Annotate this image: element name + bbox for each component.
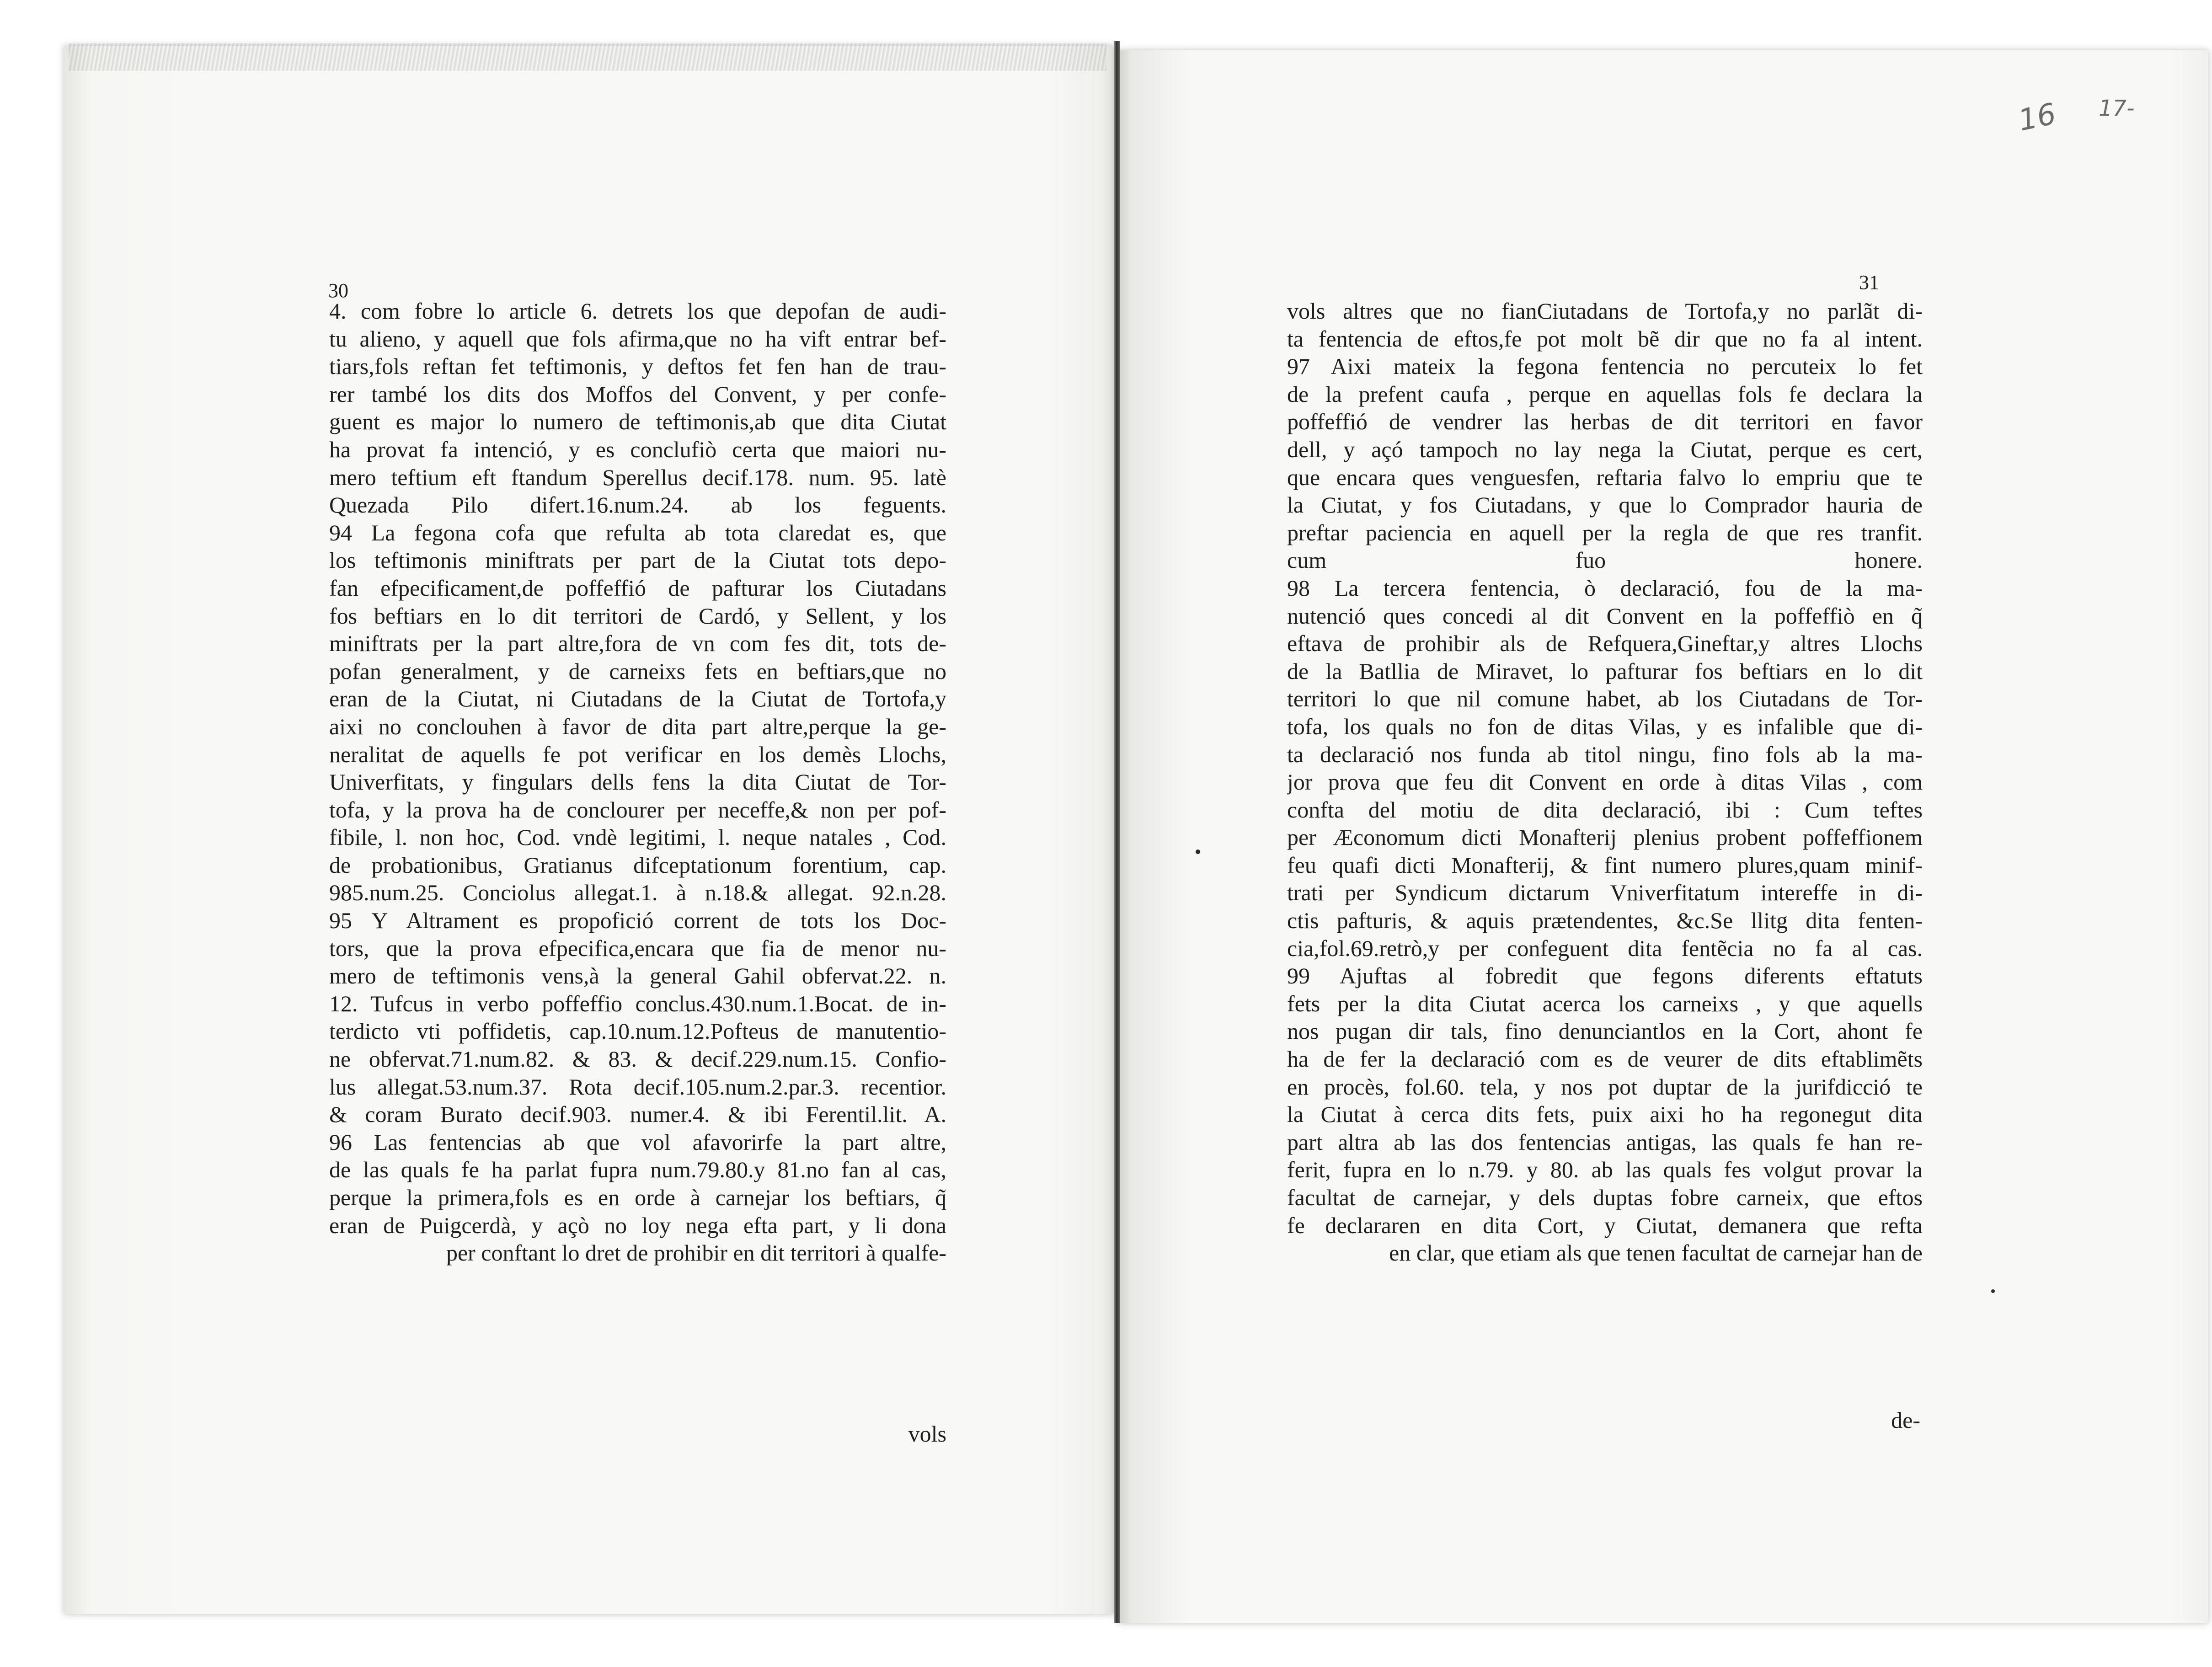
text-line: en clar, que etiam als que tenen facultat de carnejar han de bbox=[1389, 1240, 1923, 1266]
text-line: 97 Aixi mateix la fegona fentencia no percuteix lo fet bbox=[1287, 353, 1923, 379]
torn-top-edge bbox=[69, 43, 1106, 71]
text-line: nos pugan dir tals, fino denunciantlos en la Cort, ahont fe bbox=[1287, 1018, 1923, 1044]
text-line: rer també los dits dos Moffos del Convent, y per confe- bbox=[329, 381, 946, 407]
text-line: ta fentencia de eftos,fe pot molt bẽ dir que no fa al intent. bbox=[1287, 326, 1923, 352]
text-line: Univerfitats, y fingulars dells fens la dita Ciutat de Tor- bbox=[329, 769, 946, 795]
text-line: preftar paciencia en aquell per la regla de que res tranfit. bbox=[1287, 519, 1923, 545]
text-line: tors, que la prova efpecifica,encara que fia de menor nu- bbox=[329, 935, 946, 961]
text-line: cia,fol.69.retrò,y per confeguent dita fentẽcia no fa al cas. bbox=[1287, 935, 1923, 961]
text-line: 98 La tercera fentencia, ò declaració, fou de la ma- bbox=[1287, 575, 1923, 601]
text-line: trati per Syndicum dictarum Vniverfitatum intereffe in di- bbox=[1287, 880, 1923, 906]
text-line: vols altres que no fianCiutadans de Tortofa,y no parlãt di- bbox=[1287, 298, 1923, 324]
right-text-column bbox=[1287, 297, 1923, 1267]
text-line: tofa, y la prova ha de conclourer per neceffe,& non per pof- bbox=[329, 796, 946, 823]
text-line: ctis pafturis, & aquis prætendentes, &c.Se llitg dita fenten- bbox=[1287, 908, 1923, 934]
text-line: guent es major lo numero de teftimonis,ab que dita Ciutat bbox=[329, 409, 946, 435]
text-line: de la prefent caufa , perque en aquellas fols fe declara la bbox=[1287, 381, 1923, 407]
text-line: ha provat fa intenció, y es conclufiò certa que maiori nu- bbox=[329, 436, 946, 462]
text-line: 96 Las fentencias ab que vol afavorirfe la part altre, bbox=[329, 1129, 946, 1155]
left-catchword: vols bbox=[908, 1421, 946, 1447]
text-line: la Ciutat, y fos Ciutadans, y que lo Comprador hauria de bbox=[1287, 492, 1923, 518]
text-line: la Ciutat à cerca dits fets, puix aixi ho ha regonegut dita bbox=[1287, 1101, 1923, 1127]
text-line: de las quals fe ha parlat fupra num.79.80.y 81.no fan al cas, bbox=[329, 1157, 946, 1183]
text-line: en procès, fol.60. tela, y nos pot duptar de la jurifdicció te bbox=[1287, 1074, 1923, 1100]
text-line: 94 La fegona cofa que refulta ab tota claredat es, que bbox=[329, 519, 946, 545]
text-line: de la Batllia de Miravet, lo pafturar fos beftiars en lo dit bbox=[1287, 658, 1923, 684]
text-line: per Æconomum dicti Monafterij plenius probent poffeffionem bbox=[1287, 824, 1923, 850]
text-line: cum fuo honere. bbox=[1287, 547, 1923, 573]
text-line: fan efpecificament,de poffeffió de pafturar los Ciutadans bbox=[329, 575, 946, 601]
text-line: terdicto vti poffidetis, cap.10.num.12.Pofteus de manutentio- bbox=[329, 1018, 946, 1044]
text-line: que encara ques venguesfen, reftaria falvo lo empriu que te bbox=[1287, 464, 1923, 490]
text-line: de probationibus, Gratianus difceptationum forentium, cap. bbox=[329, 852, 946, 878]
handwritten-folio-number-2: 17- bbox=[2099, 96, 2135, 121]
right-page-number: 31 bbox=[1859, 271, 1879, 294]
book-gutter bbox=[1114, 41, 1120, 1623]
text-line: 95 Y Altrament es propofició corrent de tots los Doc- bbox=[329, 908, 946, 934]
text-line: perque la primera,fols es en orde à carnejar los beftiars, q̃ bbox=[329, 1185, 946, 1210]
text-line: 99 Ajuftas al fobredit que fegons diferents eftatuts bbox=[1287, 963, 1923, 989]
text-line: Quezada Pilo difert.16.num.24. ab los feguents. bbox=[329, 492, 946, 518]
text-line: territori lo que nil comune habet, ab los Ciutadans de Tor- bbox=[1287, 686, 1923, 712]
text-line: los teftimonis miniftrats per part de la Ciutat tots depo- bbox=[329, 547, 946, 573]
text-line: tu alieno, y aquell que fols afirma,que no ha vift entrar bef- bbox=[329, 326, 946, 352]
text-line: eran de Puigcerdà, y açò no loy nega efta part, y li dona bbox=[329, 1212, 946, 1238]
ink-speck bbox=[1196, 850, 1200, 854]
text-line: eran de la Ciutat, ni Ciutadans de la Ciutat de Tortofa,y bbox=[329, 686, 946, 712]
text-line: pofan generalment, y de carneixs fets en beftiars,que no bbox=[329, 658, 946, 684]
text-line: facultat de carnejar, y dels duptas fobre carneix, que eftos bbox=[1287, 1185, 1923, 1210]
text-line: fibile, l. non hoc, Cod. vndè legitimi, l. neque natales , Cod. bbox=[329, 824, 946, 850]
text-line: ta declaració nos funda ab titol ningu, fino fols ab la ma- bbox=[1287, 741, 1923, 767]
right-catchword: de- bbox=[1891, 1407, 1920, 1433]
text-line: 985.num.25. Conciolus allegat.1. à n.18.& allegat. 92.n.28. bbox=[329, 880, 946, 906]
text-line: ha de fer la declaració com es de veurer de dits eftablimẽts bbox=[1287, 1046, 1923, 1072]
text-line: tiars,fols reftan fet teftimonis, y deftos fet fen han de trau- bbox=[329, 353, 946, 379]
text-line: mero teftium eft ftandum Sperellus decif.178. num. 95. latè bbox=[329, 464, 946, 490]
text-line: tofa, los quals no fon de ditas Vilas, y es infalible que di- bbox=[1287, 713, 1923, 739]
text-line: poffeffió de vendrer las herbas de dit territori en favor bbox=[1287, 409, 1923, 435]
text-line: per conftant lo dret de prohibir en dit territori à qualfe- bbox=[446, 1240, 946, 1266]
text-line: fe declararen en dita Cort, y Ciutat, demanera que refta bbox=[1287, 1212, 1923, 1238]
text-line: feu quafi dicti Monafterij, & fint numero plures,quam minif- bbox=[1287, 852, 1923, 878]
text-line: confta del motiu de dita declaració, ibi : Cum teftes bbox=[1287, 796, 1923, 823]
handwritten-folio-number: 16 bbox=[2015, 97, 2059, 138]
text-line: 12. Tufcus in verbo poffeffio conclus.430.num.1.Bocat. de in- bbox=[329, 990, 946, 1016]
text-line: fos beftiars en lo dit territori de Cardó, y Sellent, y los bbox=[329, 603, 946, 629]
text-line: mero de teftimonis vens,à la general Gahil obfervat.22. n. bbox=[329, 963, 946, 989]
text-line: dell, y açó tampoch no lay nega la Ciutat, perque es cert, bbox=[1287, 436, 1923, 462]
text-line: eftava de prohibir als de Refquera,Gineftar,y altres Llochs bbox=[1287, 630, 1923, 657]
ink-speck bbox=[1991, 1289, 1995, 1293]
text-line: ne obfervat.71.num.82. & 83. & decif.229.num.15. Confio- bbox=[329, 1046, 946, 1072]
text-line: jor prova que feu dit Convent en orde à ditas Vilas , com bbox=[1287, 769, 1923, 795]
text-line: lus allegat.53.num.37. Rota decif.105.num.2.par.3. recentior. bbox=[329, 1074, 946, 1100]
left-page-number: 30 bbox=[328, 279, 348, 302]
left-text-column bbox=[329, 297, 946, 1267]
text-line: part altra ab las dos fentencias antigas, las quals fe han re- bbox=[1287, 1129, 1923, 1155]
text-line: fets per la dita Ciutat acerca los carneixs , y que aquells bbox=[1287, 990, 1923, 1016]
text-line: & coram Burato decif.903. numer.4. & ibi Ferentil.lit. A. bbox=[329, 1101, 946, 1127]
text-line: ferit, fupra en lo n.79. y 80. ab las quals fes volgut provar la bbox=[1287, 1157, 1923, 1183]
text-line: neralitat de aquells fe pot verificar en los demès Llochs, bbox=[329, 741, 946, 767]
text-line: aixi no conclouhen à favor de dita part altre,perque la ge- bbox=[329, 713, 946, 739]
text-line: miniftrats per la part altre,fora de vn com fes dit, tots de- bbox=[329, 630, 946, 657]
text-line: 4. com fobre lo article 6. detrets los que depofan de audi- bbox=[329, 298, 946, 324]
text-line: nutenció ques concedi al dit Convent en la poffeffiò en q̃ bbox=[1287, 603, 1923, 629]
